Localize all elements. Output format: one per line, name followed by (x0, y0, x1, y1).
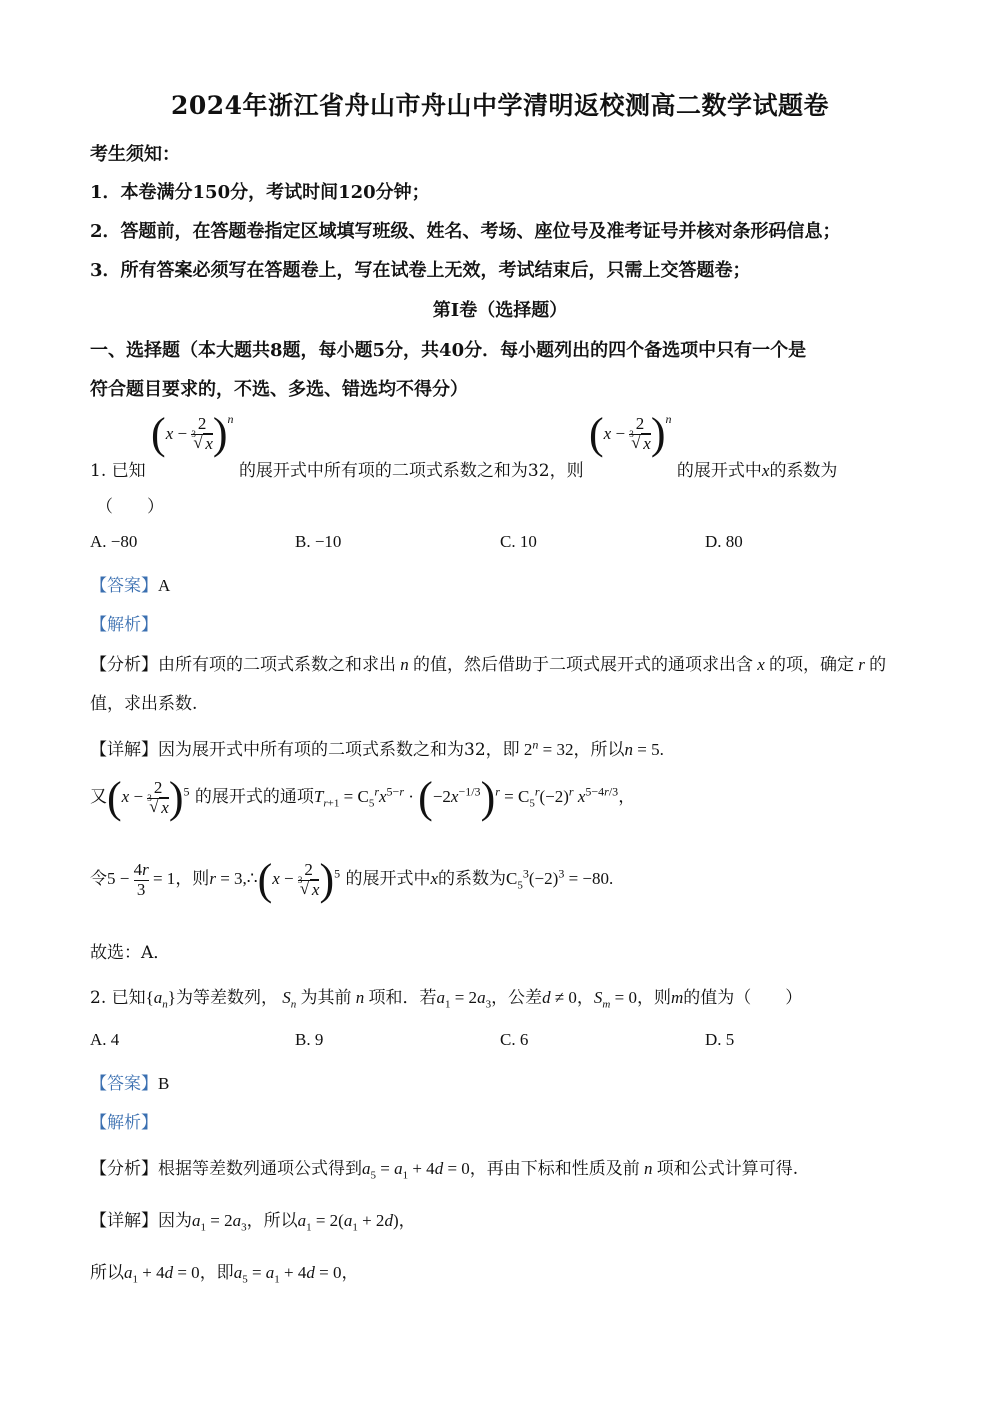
q1-tail2: 的系数为 (769, 461, 838, 481)
xiangjie-label: 【详解】 (90, 1211, 158, 1231)
q1-option-a: A. −80 (90, 532, 138, 551)
q2-fenxi: 【分析】根据等差数列通项公式得到$a_5 = a_1 + 4d = 0$，再由下标和性质及前 n 项和公式计算可得. (90, 1159, 799, 1182)
q1-option-c: C. 10 (500, 532, 537, 551)
notice-item: 3．所有答案必须写在答题卷上，写在试卷上无效，考试结束后，只需上交答题卷； (90, 260, 751, 281)
q1-xiangjie-3: 令5 − $\frac{4r}{3}$ = 1，则r = 3,∴(x − 2 √ 3 x )$^5$ 的展开式中x的系数为$C_5^3(-2)^3 = -80$. (90, 858, 613, 918)
q1-mid: 的展开式中所有项的二项式系数之和为32，则 (238, 461, 584, 481)
question-1: 1. 已知 (x − 2 √ 3 x )$^n$ 的展开式中所有项的二项式系数之和为32，则 (x − 2 √ 3 x )$^n$ 的展开式中x的系数为 (90, 412, 837, 482)
xiangjie-label: 【详解】 (90, 740, 158, 760)
q1-answer-paren: （ ） (96, 497, 164, 517)
q1-xiangjie-2: 又(x − 2 √ 3 x )$^5$ 的展开式的通项$T_{r+1} = C_5^rx^{5-r} \cdot (-2x^{-1/3})^r = C_5^r(-2)^r$ $x^{5-4r/3}$， (90, 776, 635, 846)
analysis-label: 【解析】 (90, 1113, 158, 1133)
q2-option-c: C. 6 (500, 1030, 529, 1049)
q2-xiangjie-2: 所以$a_1 + 4d = 0$，即$a_5 = a_1 + 4d = 0$， (90, 1263, 359, 1286)
q1-prefix: 1. 已知 (90, 461, 146, 481)
volume-heading: 第Ⅰ卷（选择题） (432, 300, 568, 321)
q2-xiangjie-1: 【详解】因为$a_1 = 2a_3$，所以$a_1 = 2(a_1 + 2d)$， (90, 1211, 416, 1234)
notice-heading: 考生须知： (90, 144, 180, 165)
q1-option-b: B. −10 (295, 532, 342, 551)
q2-option-d: D. 5 (705, 1030, 735, 1049)
fenxi-label: 【分析】 (90, 655, 158, 675)
answer-label: 【答案】 (90, 576, 158, 596)
q1-option-d: D. 80 (705, 532, 743, 551)
page-title: 2024年浙江省舟山市舟山中学清明返校测高二数学试题卷 (170, 91, 830, 120)
notice-item: 2．答题前，在答题卷指定区域填写班级、姓名、考场、座位号及准考证号并核对条形码信息； (90, 221, 841, 242)
answer-value: A (158, 576, 171, 595)
q2-option-b: B. 9 (295, 1030, 324, 1049)
question-2: 2. 已知$\{a_n\}$为等差数列， $S_n$ 为其前 n 项和．若$a_1 = 2a_3$，公差d ≠ 0，$S_m = 0$，则m的值为（ ） (90, 988, 803, 1011)
q2-answer (90, 1069, 169, 1094)
q1-answer (90, 571, 170, 596)
q1-tail: 的展开式中 (676, 461, 762, 481)
section-heading-cont: 符合题目要求的，不选、多选、错选均不得分） (90, 379, 468, 400)
answer-value: B (158, 1074, 170, 1093)
q1-xiangjie-1: 【详解】因为展开式中所有项的二项式系数之和为32，即 $2^n = 32$，所以n = 5. (90, 737, 664, 760)
q1-binomial-expression: (x − 2 √ 3 x )$^n$ (151, 412, 234, 456)
q1-fenxi: 【分析】由所有项的二项式系数之和求出 n 的值，然后借助于二项式展开式的通项求出含 x 的项，确定 r 的 (90, 655, 887, 675)
notice-item: 1．本卷满分150分，考试时间120分钟； (90, 182, 430, 203)
fenxi-label: 【分析】 (90, 1159, 158, 1179)
q1-conclusion: 故选：A． (90, 943, 171, 963)
section-heading: 一、选择题（本大题共8题，每小题5分，共40分．每小题列出的四个备选项中只有一个是 (90, 340, 807, 361)
q1-fenxi-cont: 值，求出系数. (90, 694, 198, 714)
analysis-label: 【解析】 (90, 615, 158, 635)
answer-label: 【答案】 (90, 1074, 158, 1094)
q1-binomial-expression: (x − 2 √ 3 x )$^n$ (589, 412, 672, 456)
q2-option-a: A. 4 (90, 1030, 120, 1049)
